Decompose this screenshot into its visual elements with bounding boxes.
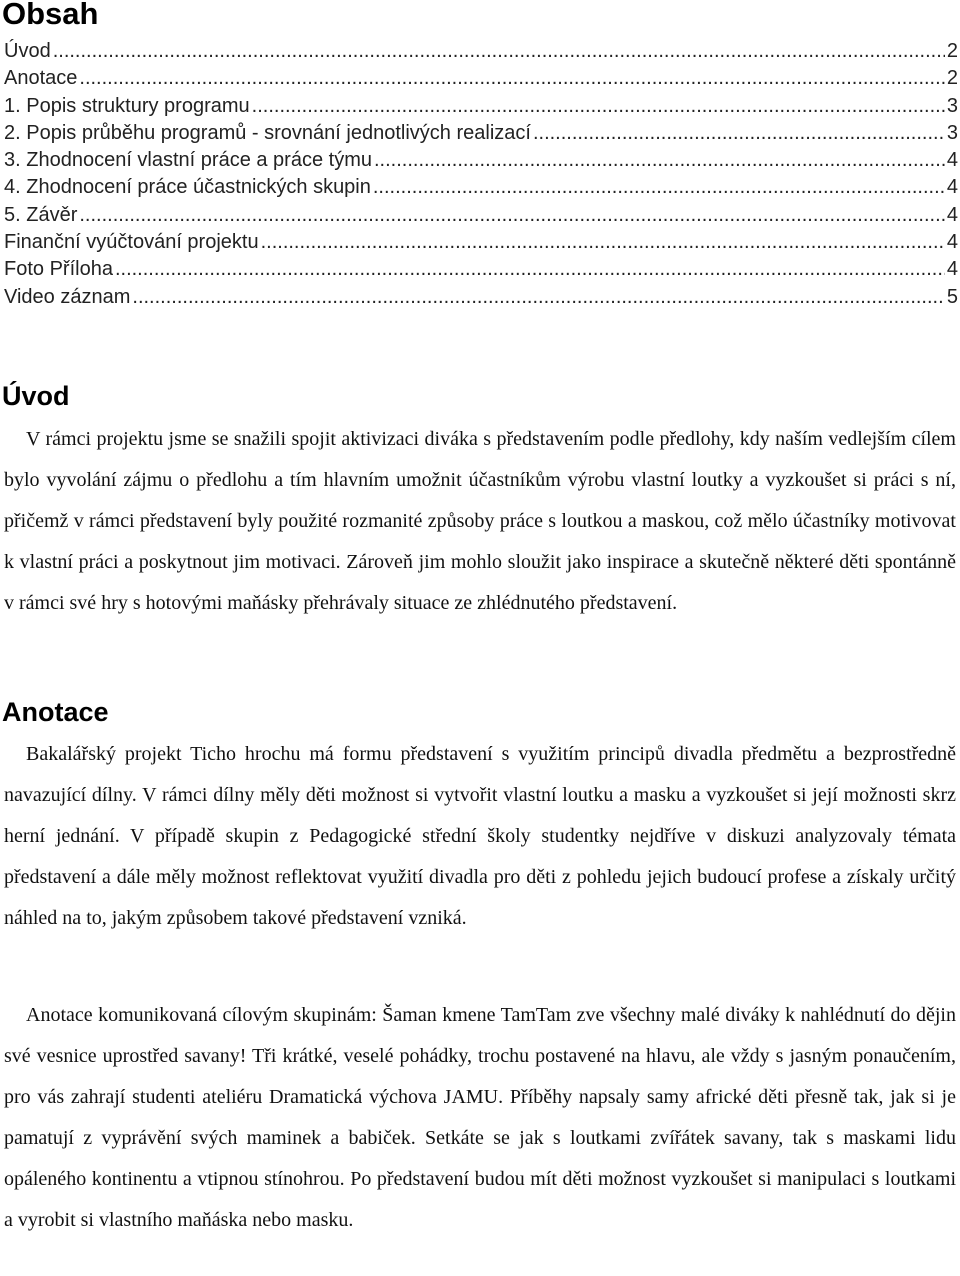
toc-entry[interactable] bbox=[4, 149, 958, 176]
toc-entry-title: Finanční vyúčtování projektu bbox=[4, 231, 259, 254]
toc-leader-dots bbox=[79, 67, 944, 90]
toc-leader-dots bbox=[79, 204, 945, 227]
toc-entry[interactable] bbox=[4, 95, 958, 122]
anotace-paragraph-1: Bakalářský projekt Ticho hrochu má formu představení s využitím principů divadla předmětu a bezprostředně navazující dílny. V rámci dílny měly děti možnost si vytvořit vlastní loutku a masku a vyzkoušet si její možnosti skrz herní jednání. V případě skupin z Pedagogické střední školy studentky nejdříve v diskuzi analyzovaly témata představení a dále měly možnost reflektovat využití divadla pro děti z pohledu jejich budoucí profese a získaly určitý náhled na to, jakým způsobem takové představení vzniká. bbox=[4, 743, 956, 929]
toc-entry[interactable] bbox=[4, 286, 958, 313]
toc-entry-page: 4 bbox=[946, 176, 958, 199]
toc-entry[interactable] bbox=[4, 122, 958, 149]
toc-entry-title: 1. Popis struktury programu bbox=[4, 94, 250, 117]
toc-entry-title: Video záznam bbox=[4, 285, 131, 308]
toc-entry-page: 4 bbox=[946, 231, 958, 254]
toc-entry[interactable] bbox=[4, 40, 958, 67]
toc-leader-dots bbox=[132, 286, 944, 309]
toc-leader-dots bbox=[115, 258, 945, 281]
section-heading-uvod: Úvod bbox=[2, 381, 70, 411]
toc-entry-title: Úvod bbox=[4, 40, 51, 62]
uvod-paragraph: V rámci projektu jsme se snažili spojit aktivizaci diváka s představením podle předlohy, kdy naším vedlejším cílem bylo vyvolání zájmu o předlohu a tím hlavním umožnit účastníkům výrobu vlastní loutky a vyzkoušet si práci s ní, přičemž v rámci představení byly použité rozmanité způsoby práce s loutkou a maskou, což mělo účastníky motivovat k vlastní práci a poskytnout jim motivaci. Zároveň jim mohlo sloužit jako inspirace a skutečně některé děti spontánně v rámci své hry s hotovými maňásky přehrávaly situace ze zhlédnutého představení. bbox=[4, 428, 956, 614]
toc-entry[interactable] bbox=[4, 258, 958, 285]
toc-entry-page: 4 bbox=[946, 203, 958, 226]
toc-entry[interactable] bbox=[4, 176, 958, 203]
toc-leader-dots bbox=[374, 149, 945, 172]
toc-entry-page: 3 bbox=[946, 94, 958, 117]
table-of-contents bbox=[4, 40, 958, 313]
toc-entry-page: 5 bbox=[946, 285, 958, 308]
toc-leader-dots bbox=[261, 231, 945, 254]
toc-entry[interactable] bbox=[4, 231, 958, 258]
toc-leader-dots bbox=[533, 122, 945, 145]
toc-entry-page: 4 bbox=[946, 149, 958, 172]
toc-leader-dots bbox=[53, 40, 945, 63]
toc-entry[interactable] bbox=[4, 204, 958, 231]
toc-entry-title: 5. Závěr bbox=[4, 203, 78, 226]
page-title: Obsah bbox=[2, 0, 99, 31]
toc-entry[interactable] bbox=[4, 67, 958, 94]
toc-entry-title: 3. Zhodnocení vlastní práce a práce týmu bbox=[4, 149, 372, 172]
toc-entry-title: Foto Příloha bbox=[4, 258, 113, 281]
anotace-paragraph-2: Anotace komunikovaná cílovým skupinám: Šaman kmene TamTam zve všechny malé diváky k nahlédnutí do dějin své vesnice uprostřed savany! Tři krátké, veselé pohádky, trochu postavené na hlavu, ale vždy s jasným ponaučením, pro vás zahrají studenti ateliéru Dramatická výchova JAMU. Příběhy napsaly samy africké děti přesně tak, jak si je pamatují z vyprávění svých maminek a babiček. Setkáte se jak s loutkami zvířátek savany, tak s maskami lidu opáleného kontinentu a vtipnou stínohrou. Po představení budou mít děti možnost vyzkoušet si manipulaci s loutkami a vyrobit si vlastního maňáska nebo masku. bbox=[4, 1004, 956, 1231]
toc-entry-title: Anotace bbox=[4, 67, 78, 90]
toc-leader-dots bbox=[373, 176, 945, 199]
toc-entry-page: 2 bbox=[946, 40, 958, 62]
section-heading-anotace: Anotace bbox=[2, 697, 109, 727]
toc-entry-page: 4 bbox=[946, 258, 958, 281]
toc-entry-page: 2 bbox=[946, 67, 958, 90]
toc-entry-title: 4. Zhodnocení práce účastnických skupin bbox=[4, 176, 371, 199]
toc-entry-page: 3 bbox=[946, 121, 958, 144]
toc-leader-dots bbox=[252, 95, 945, 118]
toc-entry-title: 2. Popis průběhu programů - srovnání jednotlivých realizací bbox=[4, 121, 531, 144]
